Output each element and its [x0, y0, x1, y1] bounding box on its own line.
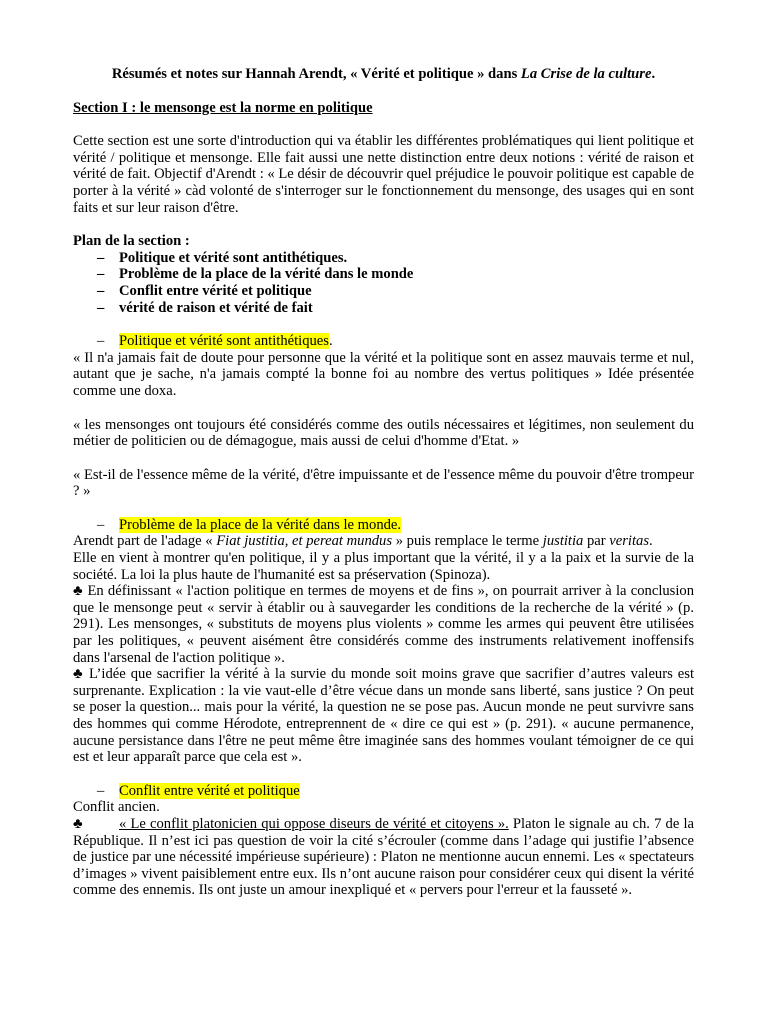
- adage-text: .: [649, 533, 653, 550]
- club-paragraph: [73, 583, 694, 666]
- quote-paragraph: « les mensonges ont toujours été considérés comme des outils nécessaires et légitimes, non seulement du métier de politicien ou de démagogue, mais aussi de celui d'homme d'Etat. »: [73, 416, 694, 450]
- document-body: [73, 66, 694, 899]
- title-text: Résumés et notes sur Hannah Arendt, « Vérité et politique » dans: [111, 66, 521, 82]
- dash-bullet: –: [97, 282, 105, 299]
- club-icon: ♣: [73, 815, 83, 832]
- spacer: [73, 766, 694, 783]
- spacer: [73, 450, 694, 467]
- body-paragraph: Conflit ancien.: [73, 799, 160, 816]
- heading-suffix: .: [328, 333, 333, 350]
- club-paragraph: [73, 666, 694, 766]
- spacer: [73, 216, 694, 233]
- title-book-name: La Crise de la culture: [520, 66, 652, 82]
- dash-bullet: –: [97, 266, 105, 283]
- adage-paragraph: [73, 533, 694, 550]
- dash-bullet: –: [97, 782, 105, 799]
- underlined-quote: « Le conflit platonicien qui oppose diseurs de vérité et citoyens ».: [119, 815, 509, 832]
- dash-bullet: –: [97, 249, 105, 266]
- adage-term: veritas: [609, 533, 650, 550]
- spacer: [73, 500, 694, 517]
- adage-text: » puis remplace le terme: [392, 533, 543, 550]
- quote-paragraph: « Il n'a jamais fait de doute pour personne que la vérité et la politique sont en assez mauvais terme et nul, autant que je sache, n'a jamais compté la bonne foi au nombre des vertus politiques » Idée présentée comme une doxa.: [73, 349, 694, 399]
- document-title: [73, 66, 694, 83]
- plan-item-text: vérité de raison et vérité de fait: [119, 299, 313, 316]
- club-icon: ♣: [73, 666, 84, 683]
- plan-heading: Plan de la section :: [73, 233, 190, 250]
- plan-item-text: Problème de la place de la vérité dans le monde: [119, 266, 414, 283]
- adage-term: justitia: [542, 533, 584, 550]
- highlighted-heading: Politique et vérité sont antithétiques: [119, 333, 329, 350]
- body-paragraph: Elle en vient à montrer qu'en politique, il y a plus important que la vérité, il y a la paix et la survie de la société. La loi la plus haute de l'humanité est sa préservation (Spinoza).: [73, 550, 694, 583]
- highlighted-heading: Conflit entre vérité et politique: [119, 782, 300, 799]
- dash-bullet: –: [97, 333, 105, 350]
- plan-item: [73, 300, 694, 317]
- paragraph-text: Platon le signale au ch. 7 de la République. Il n’est ici pas question de voir la cité s’écrouler (comme dans l’adage qui justifie l’absence de justice par une nécessité impérieuse supérieure) : Platon ne mentionne aucun ennemi. Les « spectateurs d’images » vivent paisiblement entre eux. Ils n’ont aucune raison pour considérer ceux qui disent la vérité comme des ennemis. Ils ont juste un amour inexpliqué et « pervers pour l'erreur et la fausseté ».: [73, 815, 694, 899]
- plan-item: [73, 266, 694, 283]
- dash-bullet: –: [97, 299, 105, 316]
- adage-latin: Fiat justitia, et pereat mundus: [216, 533, 393, 550]
- plan-item: [73, 250, 694, 267]
- quote-paragraph: « Est-il de l'essence même de la vérité, d'être impuissante et de l'essence même du pouvoir d'être trompeur ? »: [73, 466, 694, 500]
- adage-text: par: [583, 533, 610, 550]
- club-icon: ♣: [73, 583, 84, 600]
- highlighted-heading: Problème de la place de la vérité dans le monde.: [119, 516, 402, 533]
- dash-bullet: –: [97, 516, 105, 533]
- paragraph-text: L’idée que sacrifier la vérité à la survie du monde soit moins grave que sacrifier d’autres valeurs est surprenante. Explication : la vie vaut-elle d’être vécue dans un monde sans liberté, sans justice ? On peut se poser la question... mais pour la vérité, la question ne se pose pas. Aucun monde ne peut survivre sans des hommes qui comme Hérodote, entreprennent de « dire ce qui est » (p. 291). « aucune permanence, aucune persistance dans l'être ne peut même être imaginée sans des hommes voulant témoigner de ce qui est et leur apparaît parce que cela est ».: [73, 666, 694, 766]
- plan-item-text: Conflit entre vérité et politique: [119, 282, 312, 299]
- plan-item-text: Politique et vérité sont antithétiques.: [119, 249, 348, 266]
- subsection-heading: [73, 517, 694, 534]
- spacer: [73, 400, 694, 417]
- title-suffix: .: [651, 66, 656, 82]
- adage-text: Arendt part de l'adage «: [73, 533, 217, 550]
- intro-paragraph: Cette section est une sorte d'introduction qui va établir les différentes problématiques qui lient politique et vérité / politique et mensonge. Elle fait aussi une nette distinction entre deux notions : vérité de raison et vérité de fait. Objectif d'Arendt : « Le désir de découvrir quel préjudice le pouvoir politique est capable de porter à la vérité » càd volonté de s'interroger sur le fonctionnement du mensonge, des usages qui en sont faits et sur leur raison d'être.: [73, 133, 694, 216]
- spacer: [73, 316, 694, 333]
- section-heading: Section I : le mensonge est la norme en politique: [73, 99, 373, 116]
- plan-item: [73, 283, 694, 300]
- subsection-heading: [73, 783, 694, 800]
- club-paragraph: [73, 816, 694, 899]
- paragraph-text: En définissant « l'action politique en termes de moyens et de fins », on pourrait arriver à la conclusion que le mensonge peut « servir à établir ou à sauvegarder les conditions de la recherche de la vérité » (p. 291). Les mensonges, « substituts de moyens plus violents » comme les armes qui peuvent être utilisées par les politiques, « peuvent aisément être considérés comme des instruments relativement inoffensifs dans l'arsenal de l'action politique ».: [73, 583, 695, 666]
- subsection-heading: [73, 333, 694, 350]
